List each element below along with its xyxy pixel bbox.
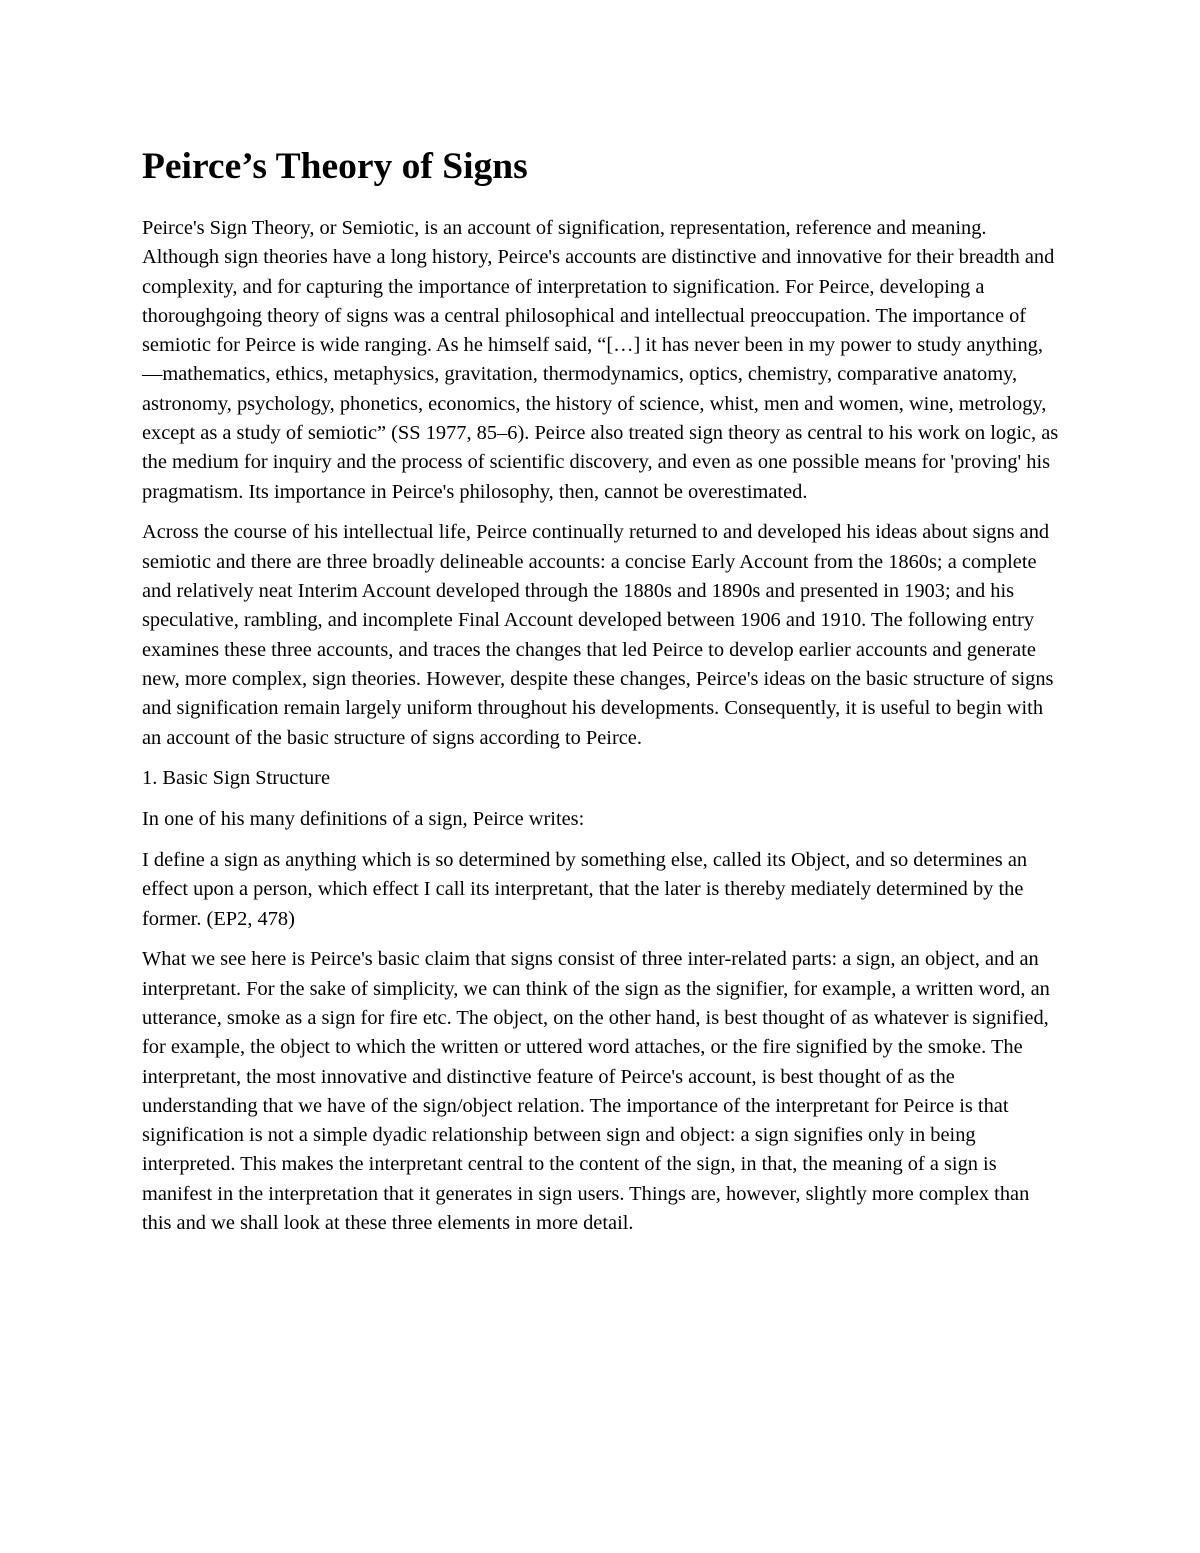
definition-quote-paragraph: I define a sign as anything which is so determined by something else, called its Object, and so determines an effect upon a person, which effect I call its interpretant, that the later is thereby mediately determined by the former. (EP2, 478) bbox=[142, 848, 1028, 930]
definition-intro-paragraph: In one of his many definitions of a sign, Peirce writes: bbox=[142, 808, 585, 831]
section-heading-basic-sign-structure: 1. Basic Sign Structure bbox=[142, 767, 331, 790]
document-page bbox=[142, 144, 1062, 1250]
document-title: Peirce’s Theory of Signs bbox=[142, 146, 528, 187]
sign-structure-paragraph: What we see here is Peirce's basic claim that signs consist of three inter-related parts: a sign, an object, and an interpretant. For the sake of simplicity, we can think of the sign as the signifier, for example, a written word, an utterance, smoke as a sign for fire etc. The object, on the other hand, is best thought of as whatever is signified, for example, the object to which the written or uttered word attaches, or the fire signified by the smoke. The interpretant, the most innovative and distinctive feature of Peirce's account, is best thought of as the understanding that we have of the sign/object relation. The importance of the interpretant for Peirce is that signification is not a simple dyadic relationship between sign and object: a sign signifies only in being interpreted. This makes the interpretant central to the content of the sign, in that, the meaning of a sign is manifest in the interpretation that it generates in sign users. Things are, however, slightly more complex than this and we shall look at these three elements in more detail. bbox=[142, 948, 1050, 1234]
accounts-paragraph: Across the course of his intellectual life, Peirce continually returned to and developed his ideas about signs and semiotic and there are three broadly delineable accounts: a concise Early Account from the 1860s; a complete and relatively neat Interim Account developed through the 1880s and 1890s and presented in 1903; and his speculative, rambling, and incomplete Final Account developed between 1906 and 1910. The following entry examines these three accounts, and traces the changes that led Peirce to develop earlier accounts and generate new, more complex, sign theories. However, despite these changes, Peirce's ideas on the basic structure of signs and signification remain largely uniform throughout his developments. Consequently, it is useful to begin with an account of the basic structure of signs according to Peirce. bbox=[142, 521, 1054, 749]
intro-paragraph: Peirce's Sign Theory, or Semiotic, is an account of signification, representation, reference and meaning. Although sign theories have a long history, Peirce's accounts are distinctive and innovative for their breadth and complexity, and for capturing the importance of interpretation to signification. For Peirce, developing a thoroughgoing theory of signs was a central philosophical and intellectual preoccupation. The importance of semiotic for Peirce is wide ranging. As he himself said, “[…] it has never been in my power to study anything,—mathematics, ethics, metaphysics, gravitation, thermodynamics, optics, chemistry, comparative anatomy, astronomy, psychology, phonetics, economics, the history of science, whist, men and women, wine, metrology, except as a study of semiotic” (SS 1977, 85–6). Peirce also treated sign theory as central to his work on logic, as the medium for inquiry and the process of scientific discovery, and even as one possible means for 'proving' his pragmatism. Its importance in Peirce's philosophy, then, cannot be overestimated. bbox=[142, 217, 1059, 503]
